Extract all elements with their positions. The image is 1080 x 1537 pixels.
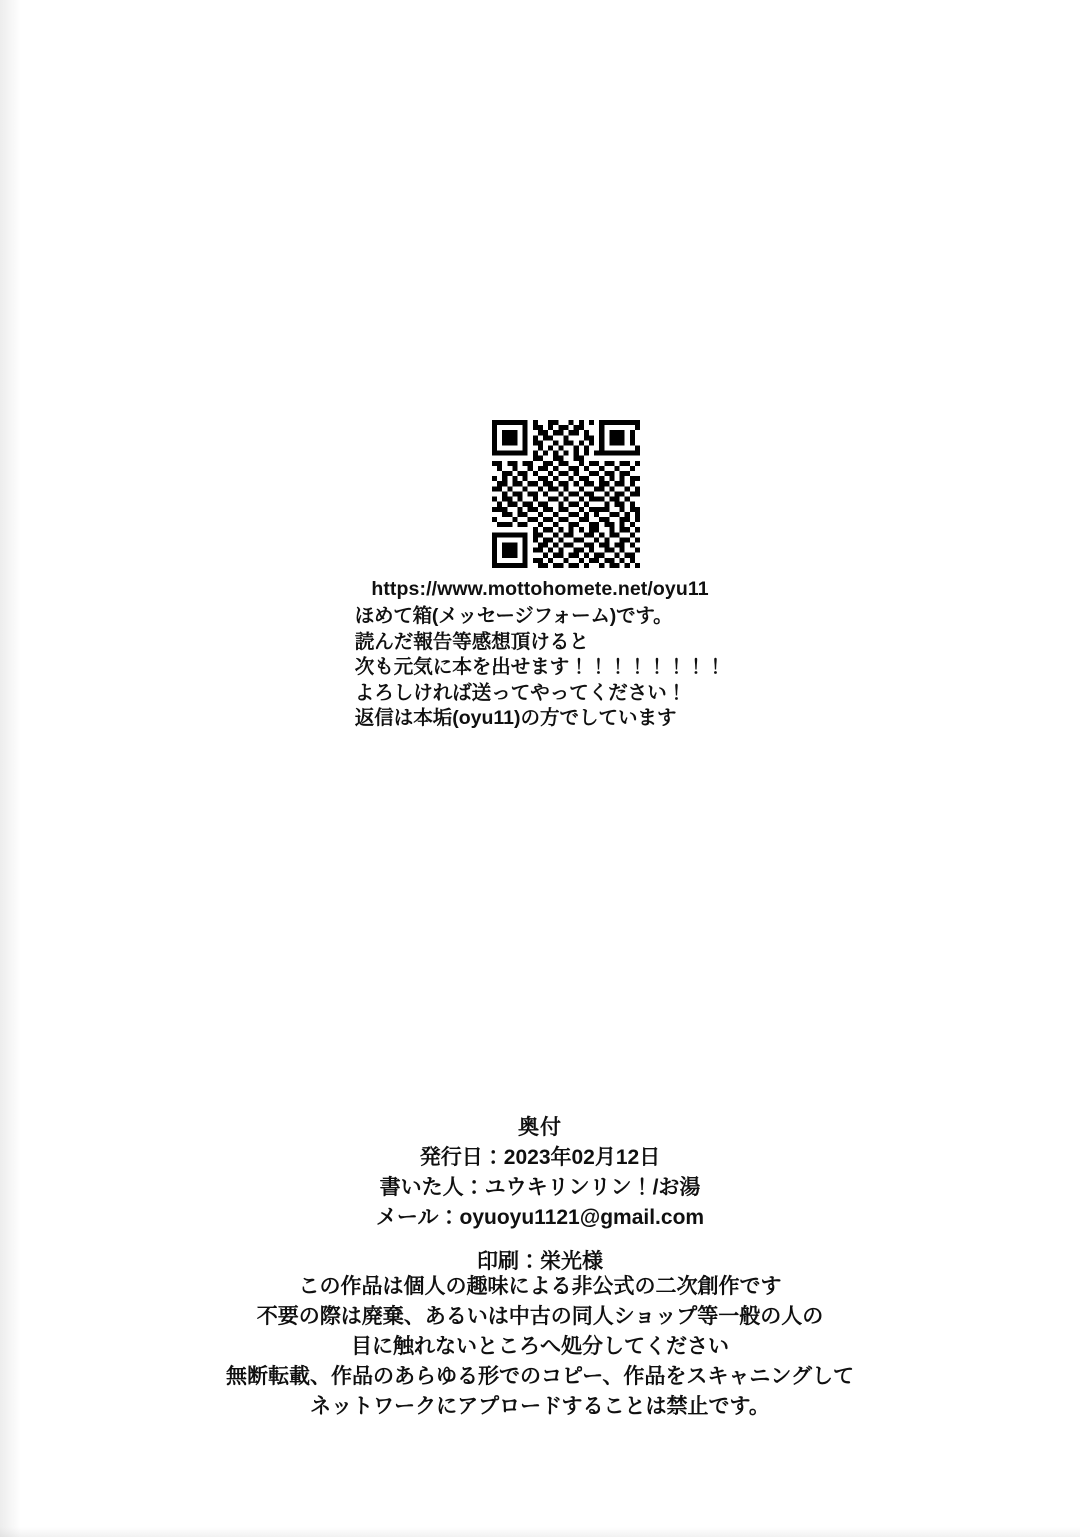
scan-edge-bottom <box>0 1527 1080 1537</box>
contact-line: よろしければ送ってやってください！ <box>354 681 687 704</box>
contact-block <box>0 576 1080 732</box>
contact-line: 読んだ報告等感想頂けると <box>354 630 589 653</box>
colophon-mail[interactable]: メール：oyuoyu1121@gmail.com <box>375 1206 705 1229</box>
colophon-spacer <box>0 1233 1080 1247</box>
qr-code[interactable] <box>492 420 640 568</box>
colophon-print: 印刷：栄光様 <box>477 1250 603 1273</box>
contact-line: 次も元気に本を出せます！！！！！！！！ <box>354 656 726 678</box>
notice-line: 不要の際は廃棄、あるいは中古の同人ショップ等一般の人の <box>256 1305 824 1328</box>
notice-line: 目に触れないところへ処分してください <box>351 1335 729 1358</box>
contact-line: ほめて箱(メッセージフォーム)です。 <box>354 605 673 627</box>
contact-line: 返信は本垢(oyu11)の方でしています <box>354 707 677 729</box>
contact-url[interactable]: https://www.mottohomete.net/oyu11 <box>371 578 709 600</box>
qr-code-canvas <box>492 420 640 568</box>
notice-line: ネットワークにアプロードすることは禁止です。 <box>310 1395 770 1418</box>
colophon-block <box>0 1113 1080 1277</box>
colophon-title: 奥付 <box>518 1116 562 1139</box>
contact-message-lines <box>355 604 726 732</box>
notice-line: 無断転載、作品のあらゆる形でのコピー、作品をスキャニングして <box>226 1365 854 1388</box>
colophon-publish-date: 発行日：2023年02月12日 <box>419 1146 661 1169</box>
notice-line: この作品は個人の趣味による非公式の二次創作です <box>298 1275 782 1298</box>
notice-block <box>0 1272 1080 1422</box>
colophon-author: 書いた人：ユウキリンリン！/お湯 <box>379 1176 701 1199</box>
